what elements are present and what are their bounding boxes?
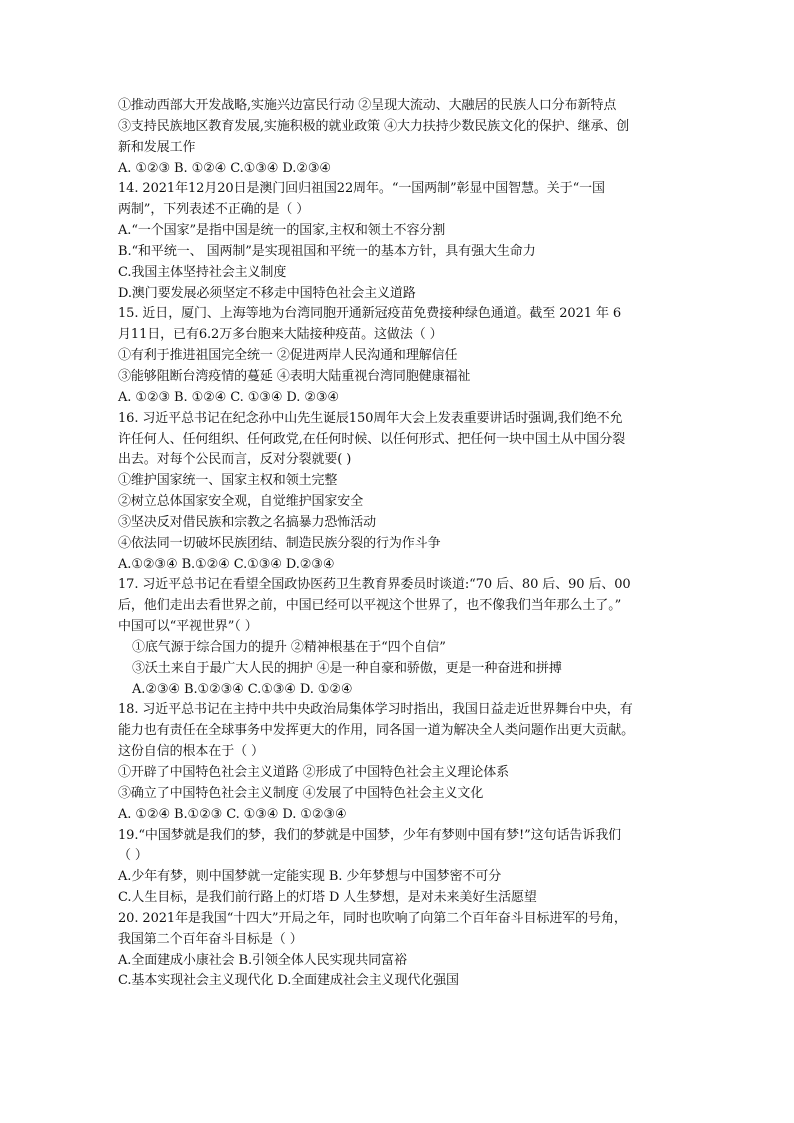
text-line: 19.“中国梦就是我们的梦，我们的梦就是中国梦，少年有梦则中国有梦!”这句话告诉我们 — [118, 827, 621, 843]
text-line: ①底气源于综合国力的提升 ②精神根基在于“四个自信” — [132, 639, 446, 655]
text-line: ①有利于推进祖国完全统一 ②促进两岸人民沟通和理解信任 — [118, 348, 458, 364]
text-line: 许任何人、任何组织、任何政党,在任何时候、以任何形式、把任何一块中国土从中国分裂 — [118, 431, 626, 447]
text-line: 新和发展工作 — [118, 139, 196, 155]
text-line: D.澳门要发展必须坚定不移走中国特色社会主义道路 — [118, 285, 416, 301]
document-content — [118, 96, 688, 992]
text-line: ③支持民族地区教育发展,实施积极的就业政策 ④大力扶持少数民族文化的保护、继承、创 — [118, 118, 630, 134]
text-line: 月11日，已有6.2万多台胞来大陆接种疫苗。这做法（ ） — [118, 327, 443, 343]
text-line: ③能够阻断台湾疫情的蔓延 ④表明大陆重视台湾同胞健康福祉 — [118, 368, 471, 384]
text-line: 中国可以“平视世界”（ ） — [118, 619, 258, 635]
text-line: A.全面建成小康社会 B.引领全体人民实现共同富裕 — [118, 952, 407, 968]
text-line: 16. 习近平总书记在纪念孙中山先生诞辰150周年大会上发表重要讲话时强调,我们绝不允 — [118, 410, 623, 426]
text-line: 出去。对每个公民而言，反对分裂就要( ) — [118, 452, 352, 468]
text-line: A.“一个国家”是指中国是统一的国家,主权和领土不容分割 — [118, 223, 446, 239]
text-line: A.②③④ B.①②③④ C.①③④ D. ①②④ — [132, 681, 353, 697]
text-line: C.我国主体坚持社会主义制度 — [118, 264, 287, 280]
text-line: 能力也有责任在全球事务中发挥更大的作用，同各国一道为解决全人类问题作出更大贡献。 — [118, 723, 635, 739]
text-line: A. ①②③ B. ①②④ C.①③④ D.②③④ — [118, 160, 331, 176]
text-line: 15. 近日，厦门、上海等地为台湾同胞开通新冠疫苗免费接种绿色通道。截至 2021 年 6 — [118, 306, 622, 322]
text-line: ①维护国家统一、国家主权和领土完整 — [118, 473, 338, 489]
text-line: B.“和平统一、 国两制”是实现祖国和平统一的基本方针，具有强大生命力 — [118, 243, 536, 259]
text-line: ①推动西部大开发战略,实施兴边富民行动 ②呈现大流动、大融居的民族人口分布新特点 — [118, 98, 617, 113]
text-line: ③确立了中国特色社会主义制度 ④发展了中国特色社会主义文化 — [118, 785, 484, 801]
text-line: 后，他们走出去看世界之前，中国已经可以平视这个世界了，也不像我们当年那么土了。” — [118, 598, 622, 614]
text-line: 20. 2021年是我国“十四大”开局之年，同时也吹响了向第二个百年奋斗目标进军的号角， — [118, 910, 627, 926]
text-line: （ ） — [118, 848, 148, 864]
text-line: 14. 2021年12月20日是澳门回归祖国22周年。“一国两制”彰显中国智慧。关于“一国 — [118, 181, 605, 197]
text-line: 18. 习近平总书记在主持中共中央政治局集体学习时指出，我国日益走近世界舞台中央，有 — [118, 702, 633, 718]
text-line: C.人生目标，是我们前行路上的灯塔 D 人生梦想，是对未来美好生活愿望 — [118, 890, 537, 906]
text-line: A. ①②③ B. ①②④ C. ①③④ D. ②③④ — [118, 389, 339, 405]
text-line: C.基本实现社会主义现代化 D.全面建成社会主义现代化强国 — [118, 973, 459, 989]
text-line: 17. 习近平总书记在看望全国政协医药卫生教育界委员时谈道:“70 后、80 后、90 后、00 — [118, 577, 631, 593]
text-line: 这份自信的根本在于（ ） — [118, 744, 264, 760]
text-line: A.①②③④ B.①②④ C.①③④ D.②③④ — [118, 556, 335, 572]
text-line: A. ①②④ B.①②③ C. ①③④ D. ①②③④ — [118, 806, 347, 822]
text-line: A.少年有梦，则中国梦就一定能实现 B. 少年梦想与中国梦密不可分 — [118, 869, 502, 885]
text-line: ③坚决反对借民族和宗教之名搞暴力恐怖活动 — [118, 514, 377, 530]
text-line: ①开辟了中国特色社会主义道路 ②形成了中国特色社会主义理论体系 — [118, 765, 510, 780]
text-line: ②树立总体国家安全观，自觉维护国家安全 — [118, 494, 364, 510]
text-line: ③沃土来自于最广大人民的拥护 ④是一种自豪和骄傲，更是一种奋进和拼搏 — [132, 660, 562, 676]
text-line: 两制”，下列表述不正确的是（ ） — [118, 202, 310, 218]
text-line: 我国第二个百年奋斗目标是（ ） — [118, 931, 303, 947]
text-line: ④依法同一切破坏民族团结、制造民族分裂的行为作斗争 — [118, 535, 441, 551]
